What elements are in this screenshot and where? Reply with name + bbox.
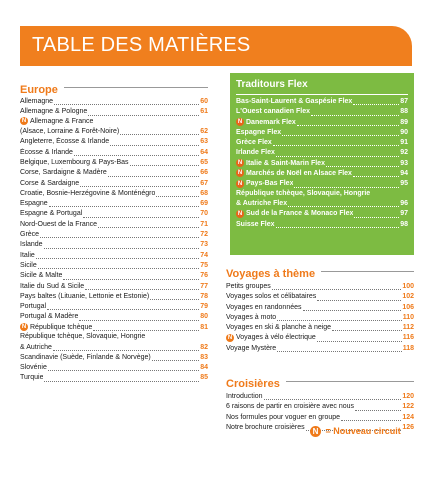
europe-section — [20, 80, 208, 384]
toc-page-number: 106 — [402, 303, 414, 311]
leader-dots — [108, 176, 199, 177]
leader-dots — [277, 320, 402, 321]
leader-dots — [80, 186, 199, 187]
toc-entry — [20, 137, 208, 147]
toc-page-number: 77 — [200, 282, 208, 290]
toc-entry-title — [20, 343, 52, 353]
leader-dots — [44, 381, 199, 382]
toc-page-number: 85 — [200, 374, 208, 382]
leader-dots — [156, 196, 199, 197]
toc-entry-text: Espagne & Portugal — [20, 210, 83, 218]
leader-dots — [353, 104, 399, 105]
toc-entry — [226, 313, 414, 323]
toc-entry-text: Allemagne — [20, 98, 54, 105]
new-badge-icon: N — [21, 323, 27, 330]
toc-entry — [20, 353, 208, 363]
toc-entry — [226, 292, 414, 302]
traditours-heading: Traditours Flex — [236, 79, 308, 90]
toc-page-number: 65 — [200, 158, 208, 166]
toc-page-number: 90 — [400, 128, 408, 136]
leader-dots — [288, 206, 399, 207]
toc-page-number: 116 — [402, 334, 414, 342]
toc-page-number: 75 — [200, 261, 208, 269]
toc-entry-text: Sicile & Malte — [20, 272, 63, 280]
leader-dots — [88, 115, 199, 116]
toc-entry-title — [236, 148, 275, 158]
toc-entry-title — [20, 230, 39, 240]
europe-heading-row — [20, 80, 208, 94]
toc-entry-text: & Autriche Flex — [236, 200, 288, 208]
toc-page-number: 64 — [200, 148, 208, 156]
toc-page-number: 73 — [200, 241, 208, 249]
toc-entry-text: Croatie, Bosnie-Herzégovine & Monténégro — [20, 189, 156, 197]
toc-entry — [20, 97, 208, 107]
leader-dots — [150, 299, 199, 300]
toc-entry — [20, 333, 208, 343]
toc-page-number: 95 — [400, 180, 408, 188]
toc-page-number: 102 — [402, 293, 414, 301]
toc-page-number: 62 — [200, 128, 208, 136]
toc-page-number: 97 — [400, 210, 408, 218]
toc-entry — [20, 271, 208, 281]
voyages-list — [226, 282, 414, 354]
toc-entry-title — [226, 402, 354, 412]
toc-entry-text: Allemagne & Pologne — [20, 108, 88, 116]
toc-page-number: 124 — [402, 413, 414, 421]
toc-entry-title — [20, 312, 78, 322]
toc-entry — [236, 128, 408, 138]
toc-entry — [20, 302, 208, 312]
toc-entry-text: Sicile — [20, 261, 37, 269]
toc-entry — [236, 199, 408, 209]
leader-dots — [44, 248, 200, 249]
toc-entry-text: Suisse Flex — [236, 220, 275, 228]
toc-page-number: 60 — [200, 98, 208, 105]
new-badge-icon: N — [237, 170, 243, 177]
toc-entry-text: Danemark Flex — [246, 118, 296, 126]
toc-entry-title — [226, 423, 305, 433]
toc-entry-text: République tchèque, Slovaquie, Hongrie — [236, 189, 371, 197]
toc-entry — [20, 292, 208, 302]
toc-entry-title — [20, 271, 62, 281]
title-banner — [20, 26, 412, 66]
toc-entry-title — [226, 323, 331, 333]
toc-page-number: 91 — [400, 139, 408, 147]
leader-dots — [40, 237, 199, 238]
legend-text: = Nouveau circuit — [325, 426, 401, 436]
toc-entry — [20, 199, 208, 209]
leader-dots — [294, 187, 399, 188]
toc-entry-text: Notre brochure croisières — [226, 423, 305, 431]
leader-dots — [49, 206, 200, 207]
toc-entry-title — [20, 117, 93, 127]
toc-entry-title — [226, 333, 316, 343]
toc-entry-text: Marchés de Noël en Alsace Flex — [246, 170, 352, 178]
toc-entry — [226, 323, 414, 333]
toc-entry-title — [236, 128, 281, 138]
toc-entry-title — [20, 240, 43, 250]
toc-entry-text: Pays baltes (Lituanie, Lettonie et Estonie) — [20, 292, 150, 300]
toc-entry — [236, 220, 408, 230]
toc-entry — [226, 333, 414, 343]
toc-page-number: 71 — [200, 220, 208, 228]
leader-dots — [54, 104, 199, 105]
leader-dots — [48, 370, 199, 371]
toc-entry-text: (Alsace, Lorraine & Forêt-Noire) — [20, 128, 120, 136]
toc-page-number: 72 — [200, 231, 208, 239]
toc-entry-title — [20, 251, 35, 261]
voyages-section — [226, 264, 414, 354]
toc-page-number: 88 — [400, 108, 408, 116]
toc-entry-title — [20, 97, 53, 107]
voyages-heading-row — [226, 264, 414, 278]
toc-entry-text: Corse & Sardaigne — [20, 179, 80, 187]
toc-entry — [236, 209, 408, 219]
toc-entry-title — [226, 282, 271, 292]
new-badge-icon: N — [21, 117, 27, 124]
europe-list — [20, 97, 208, 384]
toc-entry — [236, 190, 408, 200]
toc-entry — [236, 159, 408, 169]
toc-entry-title — [226, 292, 316, 302]
voyages-heading: Voyages à thème — [226, 268, 321, 280]
toc-entry-text: Voyages solos et célibataires — [226, 293, 317, 301]
toc-entry-text: L'Ouest canadien Flex — [236, 108, 311, 116]
toc-page-number: 83 — [200, 353, 208, 361]
toc-entry-title — [20, 332, 145, 342]
toc-entry-text: Voyages en randonnées — [226, 303, 302, 311]
toc-entry-title — [20, 127, 119, 137]
page-title: TABLE DES MATIÈRES — [32, 34, 251, 56]
leader-dots — [317, 341, 402, 342]
toc-page-number: 87 — [400, 98, 408, 105]
toc-entry-title — [20, 363, 47, 373]
toc-entry-text: Slovénie — [20, 364, 47, 372]
toc-entry-title — [20, 302, 46, 312]
toc-entry-title — [236, 138, 272, 148]
new-badge-icon: N — [237, 210, 243, 217]
toc-page-number: 118 — [402, 344, 414, 352]
leader-dots — [120, 134, 199, 135]
toc-entry-text: Nord-Ouest de la France — [20, 220, 98, 228]
europe-heading: Europe — [20, 84, 64, 96]
new-badge-icon: N — [237, 180, 243, 187]
new-badge-icon: N — [237, 118, 243, 125]
leader-dots — [273, 145, 399, 146]
toc-entry — [20, 230, 208, 240]
toc-entry-text: Italie — [20, 251, 35, 259]
leader-dots — [85, 289, 199, 290]
toc-page-number: 70 — [200, 210, 208, 218]
croisieres-section — [226, 374, 414, 433]
toc-entry — [226, 282, 414, 292]
toc-page-number: 78 — [200, 292, 208, 300]
toc-entry — [20, 240, 208, 250]
toc-page-number: 126 — [402, 423, 414, 431]
leader-dots — [272, 289, 402, 290]
leader-dots — [276, 156, 399, 157]
toc-entry-title — [226, 413, 340, 423]
leader-dots — [282, 135, 399, 136]
toc-entry-text: Petits groupes — [226, 283, 271, 290]
toc-entry — [20, 373, 208, 383]
toc-entry-title — [226, 392, 263, 402]
toc-entry-title — [20, 373, 43, 383]
toc-page-number: 68 — [200, 189, 208, 197]
toc-entry-title — [236, 220, 275, 230]
leader-dots — [276, 227, 400, 228]
toc-entry — [20, 148, 208, 158]
toc-entry-text: Allemagne & France — [30, 117, 94, 125]
leader-dots — [332, 330, 402, 331]
toc-entry-text: Portugal — [20, 303, 47, 311]
leader-dots — [110, 145, 199, 146]
toc-entry — [20, 168, 208, 178]
leader-dots — [38, 268, 199, 269]
toc-entry-title — [236, 159, 325, 169]
toc-entry-text: Sud de la France & Monaco Flex — [246, 210, 354, 218]
leader-dots — [53, 350, 199, 351]
toc-entry-text: Introduction — [226, 393, 263, 400]
toc-entry — [20, 220, 208, 230]
traditours-list — [236, 97, 408, 230]
toc-entry-text: Belgique, Luxembourg & Pays-Bas — [20, 158, 129, 166]
leader-dots — [130, 165, 200, 166]
toc-entry-title — [20, 189, 155, 199]
leader-dots — [47, 309, 199, 310]
toc-entry — [20, 312, 208, 322]
toc-entry-text: Grèce — [20, 231, 40, 239]
toc-page-number: 122 — [402, 403, 414, 411]
toc-entry-text: & Autriche — [20, 343, 52, 351]
toc-entry-title — [20, 148, 73, 158]
toc-entry — [226, 402, 414, 412]
toc-entry-title — [226, 313, 276, 323]
toc-page-number: 76 — [200, 272, 208, 280]
toc-entry-text: Scandinavie (Suède, Finlande & Norvège) — [20, 353, 151, 361]
toc-entry-text: Pays-Bas Flex — [246, 180, 294, 188]
toc-entry-title — [20, 158, 129, 168]
toc-page-number: 74 — [200, 251, 208, 259]
toc-page-number: 82 — [200, 343, 208, 351]
leader-dots — [93, 330, 199, 331]
toc-page-number: 63 — [200, 138, 208, 146]
toc-entry-title — [20, 292, 149, 302]
toc-entry-title — [236, 199, 287, 209]
toc-entry — [20, 363, 208, 373]
toc-entry-title — [236, 169, 352, 179]
toc-page-number: 120 — [402, 393, 414, 400]
toc-entry — [20, 127, 208, 137]
toc-page-number: 81 — [200, 323, 208, 331]
toc-entry-text: Corse, Sardaigne & Madère — [20, 169, 107, 177]
legend — [310, 426, 401, 437]
toc-entry — [20, 179, 208, 189]
toc-entry-title — [236, 189, 370, 199]
toc-page-number: 69 — [200, 200, 208, 208]
toc-entry-text: Portugal & Madère — [20, 313, 79, 321]
toc-entry — [226, 392, 414, 402]
toc-entry-title — [20, 261, 37, 271]
toc-entry-text: République tchèque — [30, 323, 93, 331]
toc-entry-title — [20, 179, 79, 189]
leader-dots — [277, 351, 402, 352]
toc-page-number: 92 — [400, 149, 408, 157]
toc-entry-text: Turquie — [20, 374, 44, 382]
toc-entry-text: Espagne — [20, 200, 48, 208]
toc-entry — [226, 413, 414, 423]
toc-entry-text: Italie du Sud & Sicile — [20, 282, 85, 290]
toc-entry-title — [20, 220, 97, 230]
toc-entry — [236, 169, 408, 179]
toc-page-number: 98 — [400, 220, 408, 228]
toc-entry — [20, 118, 208, 128]
toc-page-number: 93 — [400, 159, 408, 167]
leader-dots — [341, 420, 401, 421]
toc-entry-title — [236, 209, 353, 219]
leader-dots — [79, 320, 199, 321]
toc-entry-title — [20, 199, 48, 209]
leader-dots — [317, 300, 401, 301]
leader-dots — [326, 166, 399, 167]
toc-entry-text: Voyages en ski & planche à neige — [226, 324, 332, 332]
toc-entry-text: Nos formules pour voguer en groupe — [226, 413, 341, 421]
toc-entry — [236, 138, 408, 148]
toc-entry-text: Angleterre, Écosse & Irlande — [20, 138, 110, 146]
toc-entry-text: Italie & Saint-Marin Flex — [246, 159, 325, 167]
leader-dots — [354, 217, 399, 218]
leader-dots — [152, 360, 199, 361]
leader-dots — [297, 125, 399, 126]
leader-dots — [353, 176, 399, 177]
toc-entry — [20, 158, 208, 168]
toc-entry-text: Islande — [20, 241, 43, 249]
leader-dots — [355, 410, 401, 411]
toc-entry-title — [226, 303, 302, 313]
leader-dots — [74, 155, 199, 156]
toc-entry — [20, 261, 208, 271]
toc-entry — [226, 303, 414, 313]
toc-entry — [20, 189, 208, 199]
traditours-flex-box — [230, 73, 414, 255]
toc-entry-title — [20, 168, 107, 178]
toc-page-number: 80 — [200, 313, 208, 321]
toc-entry-text: Voyages à moto — [226, 313, 277, 321]
leader-dots — [264, 399, 402, 400]
toc-entry-title — [236, 97, 352, 107]
toc-entry-title — [20, 209, 82, 219]
leader-dots — [311, 115, 399, 116]
toc-page-number: 84 — [200, 364, 208, 372]
toc-entry — [20, 209, 208, 219]
toc-entry-title — [20, 353, 151, 363]
toc-page-number: 96 — [400, 200, 408, 208]
croisieres-heading-row — [226, 374, 414, 388]
new-badge-icon: N — [227, 334, 233, 341]
toc-entry-title — [236, 118, 296, 128]
toc-entry — [226, 344, 414, 354]
toc-entry — [236, 118, 408, 128]
toc-page-number: 66 — [200, 169, 208, 177]
new-badge-icon: N — [310, 426, 321, 437]
new-badge-icon: N — [237, 159, 243, 166]
toc-entry-text: Grèce Flex — [236, 139, 272, 147]
toc-entry-text: Bas-Saint-Laurent & Gaspésie Flex — [236, 98, 353, 105]
leader-dots — [303, 310, 402, 311]
toc-entry-text: Espagne Flex — [236, 128, 282, 136]
leader-dots — [36, 258, 199, 259]
toc-entry-text: Voyages à vélo électrique — [236, 334, 316, 342]
toc-entry-title — [236, 107, 310, 117]
leader-dots — [63, 279, 199, 280]
toc-page-number: 110 — [402, 313, 414, 321]
toc-page-number: 100 — [402, 283, 414, 290]
toc-entry — [236, 107, 408, 117]
toc-entry-text: 6 raisons de partir en croisière avec nous — [226, 403, 355, 411]
toc-entry-text: Irlande Flex — [236, 149, 275, 157]
toc-entry-title — [20, 137, 109, 147]
toc-entry-text: République tchèque, Slovaquie, Hongrie — [20, 333, 146, 341]
croisieres-heading: Croisières — [226, 378, 286, 390]
toc-entry — [236, 148, 408, 158]
toc-entry — [20, 282, 208, 292]
toc-page-number: 61 — [200, 108, 208, 116]
toc-entry — [236, 97, 408, 107]
toc-page-number: 94 — [400, 170, 408, 178]
toc-entry-text: Écosse & Irlande — [20, 148, 73, 156]
toc-page-number: 67 — [200, 179, 208, 187]
toc-page-number: 112 — [402, 324, 414, 332]
toc-entry-title — [226, 344, 276, 354]
toc-entry — [20, 251, 208, 261]
leader-dots — [83, 217, 199, 218]
toc-entry — [20, 343, 208, 353]
leader-dots — [98, 227, 199, 228]
toc-page-number: 79 — [200, 303, 208, 311]
toc-page-number: 89 — [400, 118, 408, 126]
toc-entry-text: Voyage Mystère — [226, 344, 277, 352]
toc-entry-title — [20, 282, 84, 292]
divider — [236, 94, 408, 95]
